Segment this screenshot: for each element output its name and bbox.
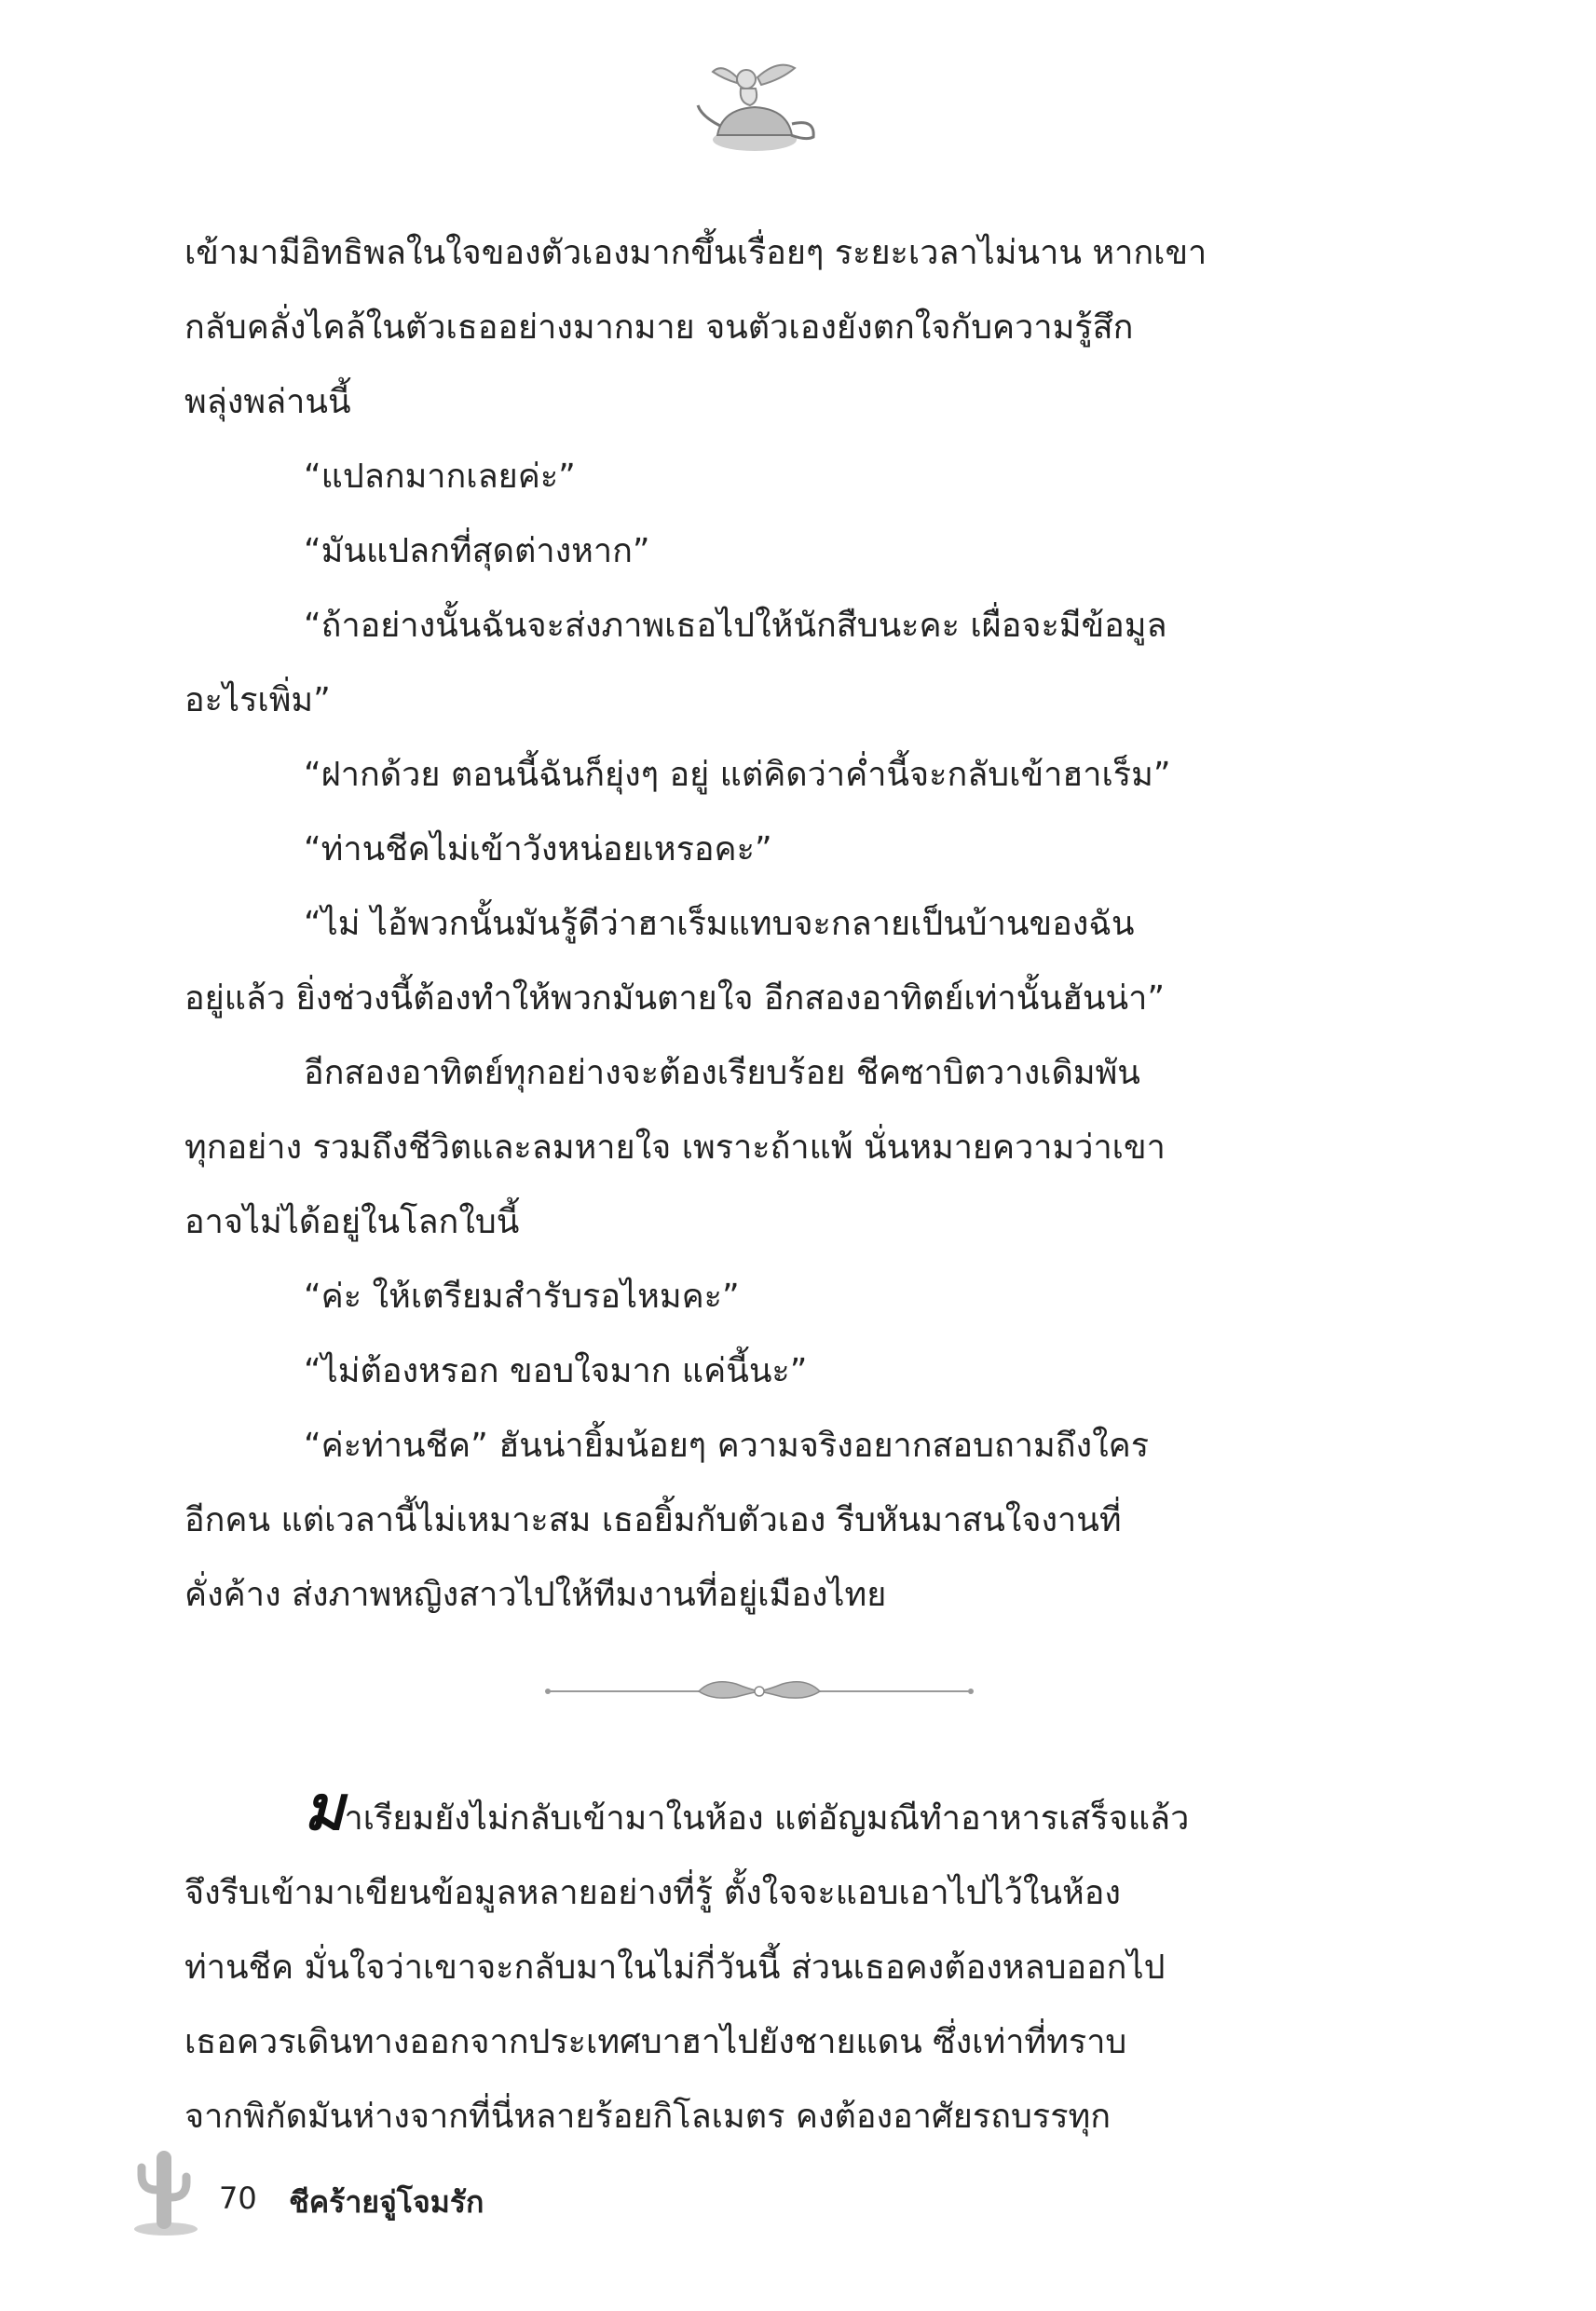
paragraph-line: อีกคน แต่เวลานี้ไม่เหมาะสม เธอยิ้มกับตัวเอง รีบหันมาสนใจงานที่	[184, 1501, 1122, 1539]
paragraph-line: “ค่ะ ให้เตรียมสำรับรอไหมคะ”	[304, 1278, 740, 1316]
paragraph-line: กลับคลั่งไคล้ในตัวเธออย่างมากมาย จนตัวเองยังตกใจกับความรู้สึก	[184, 308, 1134, 347]
paragraph-line: อีกสองอาทิตย์ทุกอย่างจะต้องเรียบร้อย ชีคซาบิตวางเดิมพัน	[304, 1054, 1140, 1092]
paragraph-line: พลุ่งพล่านนี้	[184, 383, 351, 421]
paragraph-line: “ไม่ ไอ้พวกนั้นมันรู้ดีว่าฮาเร็มแทบจะกลายเป็นบ้านของฉัน	[304, 905, 1135, 943]
paragraph-line: ท่านชีค มั่นใจว่าเขาจะกลับมาในไม่กี่วันนี้ ส่วนเธอคงต้องหลบออกไป	[184, 1949, 1166, 1987]
paragraph-line: “ถ้าอย่างนั้นฉันจะส่งภาพเธอไปให้นักสืบนะคะ เผื่อจะมีข้อมูล	[304, 607, 1167, 645]
cupid-teapot-ornament-icon	[685, 51, 825, 163]
paragraph-line: อะไรเพิ่ม”	[184, 681, 331, 719]
paragraph-line: “แปลกมากเลยค่ะ”	[304, 458, 576, 496]
body-text	[184, 216, 1334, 1633]
page-number: 70	[219, 2181, 257, 2216]
first-line-rest: าเรียมยังไม่กลับเข้ามาในห้อง แต่อัญมณีทำอาหารเสร็จแล้ว	[344, 1799, 1190, 1838]
page-footer	[130, 2143, 783, 2236]
paragraph-line: อาจไม่ได้อยู่ในโลกใบนี้	[184, 1203, 520, 1241]
drop-cap: ม	[304, 1771, 345, 1844]
paragraph-line: “ฝากด้วย ตอนนี้ฉันก็ยุ่งๆ อยู่ แต่คิดว่าค่ำนี้จะกลับเข้าฮาเร็ม”	[304, 756, 1171, 794]
section-two-text	[184, 1771, 1334, 2154]
scroll-divider-icon	[540, 1673, 978, 1710]
paragraph-line: เธอควรเดินทางออกจากประเทศบาฮาไปยังชายแดน ซึ่งเท่าที่ทราบ	[184, 2023, 1127, 2061]
paragraph-line: ทุกอย่าง รวมถึงชีวิตและลมหายใจ เพราะถ้าแพ้ นั่นหมายความว่าเขา	[184, 1128, 1166, 1167]
cactus-icon	[130, 2143, 205, 2236]
paragraph-line: “มันแปลกที่สุดต่างหาก”	[304, 532, 650, 570]
book-title: ชีคร้ายจู่โจมรัก	[289, 2184, 484, 2220]
paragraph-line: คั่งค้าง ส่งภาพหญิงสาวไปให้ทีมงานที่อยู่เมืองไทย	[184, 1576, 887, 1614]
paragraph-line: จึงรีบเข้ามาเขียนข้อมูลหลายอย่างที่รู้ ตั้งใจจะแอบเอาไปไว้ในห้อง	[184, 1874, 1121, 1912]
paragraph-line: “ท่านชีคไม่เข้าวังหน่อยเหรอคะ”	[304, 830, 772, 868]
paragraph-line: “ค่ะท่านชีค” ฮันน่ายิ้มน้อยๆ ความจริงอยากสอบถามถึงใคร	[304, 1427, 1150, 1465]
paragraph-dropcap	[184, 1771, 1334, 1856]
paragraph-line: “ไม่ต้องหรอก ขอบใจมาก แค่นี้นะ”	[304, 1352, 808, 1390]
paragraph-line: อยู่แล้ว ยิ่งช่วงนี้ต้องทำให้พวกมันตายใจ อีกสองอาทิตย์เท่านั้นฮันน่า”	[184, 979, 1166, 1018]
paragraph-line: จากพิกัดมันห่างจากที่นี่หลายร้อยกิโลเมตร คงต้องอาศัยรถบรรทุก	[184, 2098, 1112, 2136]
paragraph-line: เข้ามามีอิทธิพลในใจของตัวเองมากขึ้นเรื่อยๆ ระยะเวลาไม่นาน หากเขา	[184, 234, 1207, 272]
